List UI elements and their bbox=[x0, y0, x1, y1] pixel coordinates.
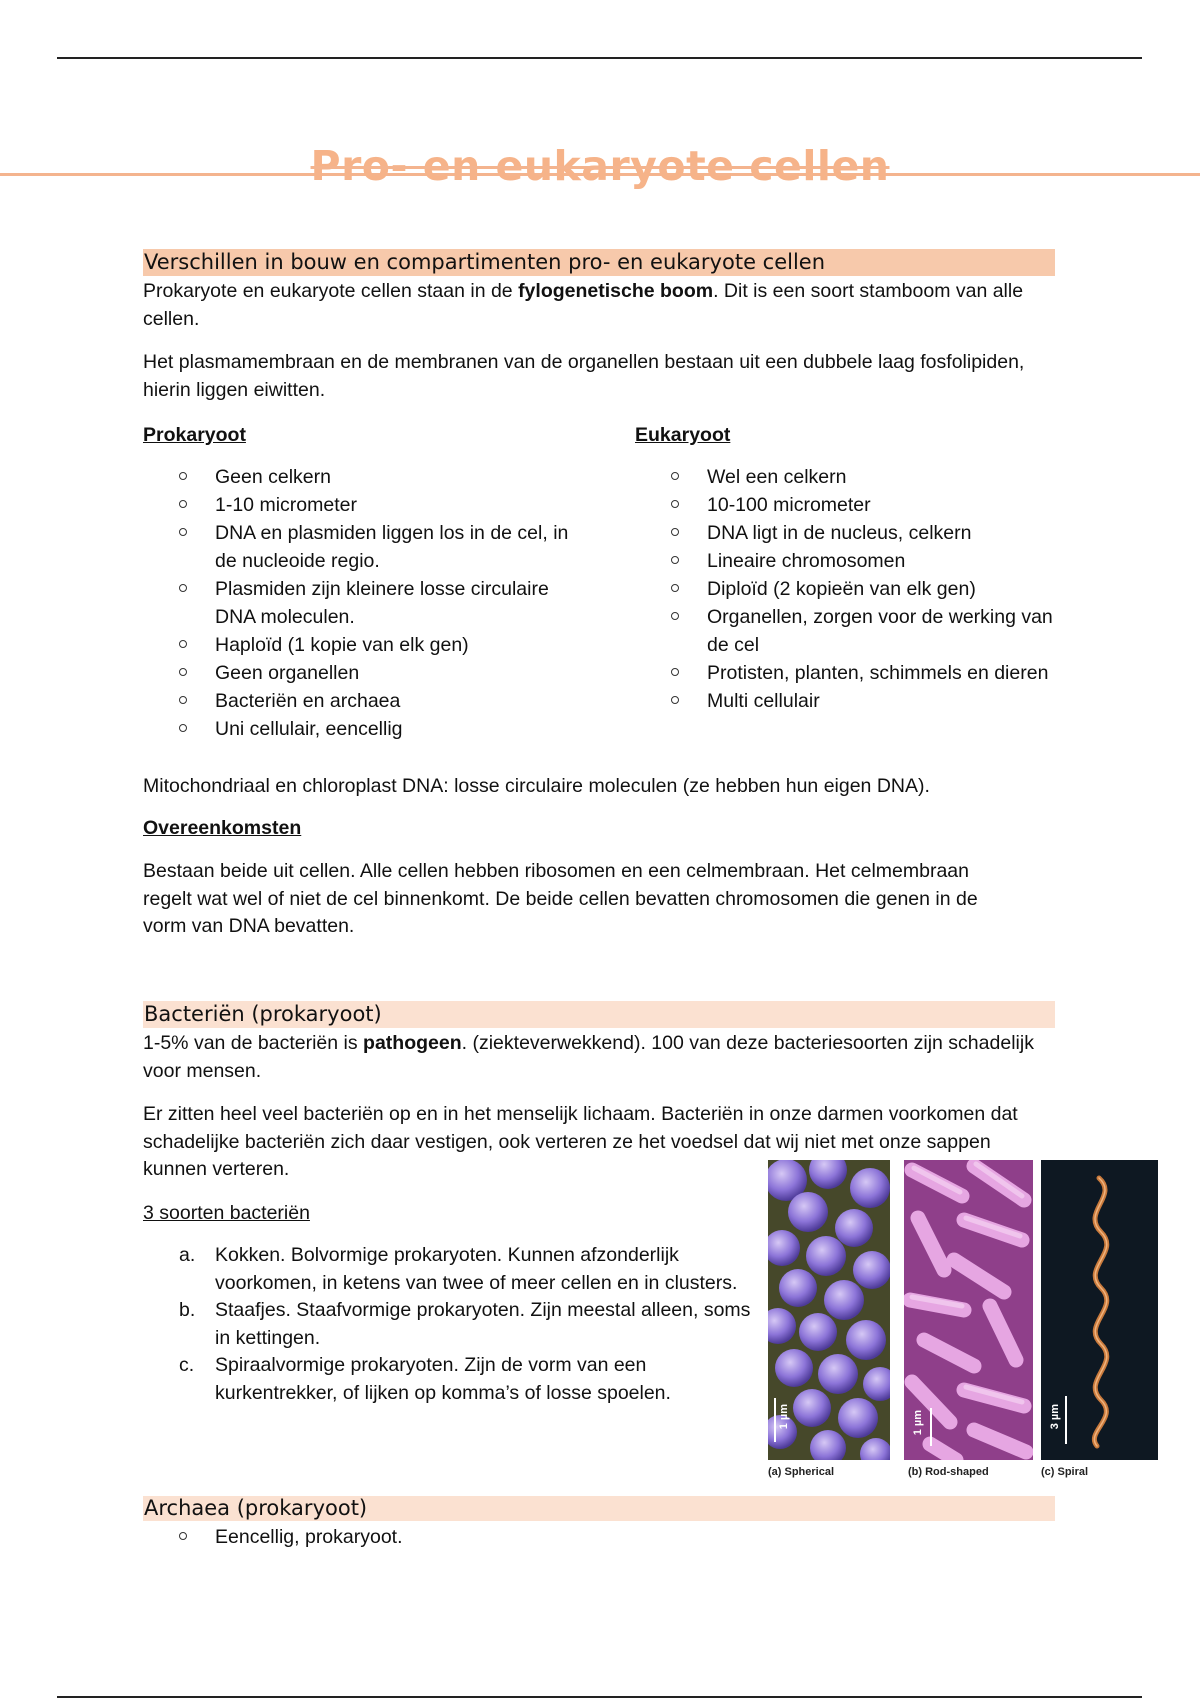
list-item-text: DNA ligt in de nucleus, celkern bbox=[707, 522, 972, 544]
list-item bbox=[143, 1352, 758, 1407]
list-item bbox=[143, 491, 573, 519]
list-item-text: Eencellig, prokaryoot. bbox=[215, 1526, 403, 1548]
scale-label-b: 1 µm bbox=[912, 1410, 924, 1436]
soorten-list bbox=[143, 1242, 758, 1407]
list-item-text: Diploïd (2 kopieën van elk gen) bbox=[707, 578, 976, 600]
list-item bbox=[143, 463, 573, 491]
intro-text-pre: Prokaryote en eukaryote cellen staan in de bbox=[143, 280, 519, 302]
footer-rule bbox=[57, 1696, 1142, 1698]
list-item bbox=[635, 575, 1055, 603]
list-item-text: Lineaire chromosomen bbox=[707, 550, 906, 572]
list-item bbox=[635, 463, 1055, 491]
bullet-circle-icon bbox=[671, 472, 679, 480]
archaea-list bbox=[143, 1523, 743, 1551]
list-letter: c. bbox=[179, 1354, 195, 1376]
caption-spherical: (a) Spherical bbox=[768, 1466, 835, 1478]
list-item bbox=[143, 659, 573, 687]
eukaryoot-list bbox=[635, 463, 1055, 715]
bullet-circle-icon bbox=[671, 528, 679, 536]
overeenkomsten-heading: Overeenkomsten bbox=[143, 817, 302, 839]
list-item bbox=[143, 631, 573, 659]
bullet-circle-icon bbox=[671, 500, 679, 508]
darmen-paragraph: Er zitten heel veel bacteriën op en in het menselijk lichaam. Bacteriën in onze darmen voorkomen dat schadelijke bacteriën zich daar vestigen, ook verteren ze het voedsel dat wij niet met onze sappen kunnen verteren. bbox=[143, 1103, 1018, 1180]
list-item bbox=[635, 491, 1055, 519]
list-item-text: Multi cellulair bbox=[707, 690, 820, 712]
bullet-circle-icon bbox=[671, 584, 679, 592]
pathogeen-text-post: . (ziekteverwekkend). 100 van deze bacteriesoorten zijn schadelijk voor mensen. bbox=[143, 1032, 1034, 1082]
page-title: Pro- en eukaryote cellen bbox=[310, 142, 890, 190]
pathogeen-text-bold: pathogeen bbox=[363, 1032, 462, 1054]
mito-paragraph: Mitochondriaal en chloroplast DNA: losse circulaire moleculen (ze hebben hun eigen DNA). bbox=[143, 775, 930, 797]
list-item bbox=[635, 687, 1055, 715]
list-item-text: 10-100 micrometer bbox=[707, 494, 871, 516]
caption-rod-shaped: (b) Rod-shaped bbox=[908, 1466, 989, 1478]
scale-bar-b bbox=[930, 1408, 932, 1446]
bullet-circle-icon bbox=[179, 640, 187, 648]
scale-bar-a bbox=[774, 1398, 776, 1442]
spherical-bacteria-image bbox=[768, 1160, 890, 1460]
rod-bacteria-image bbox=[904, 1160, 1033, 1460]
bullet-circle-icon bbox=[671, 612, 679, 620]
header-rule bbox=[57, 57, 1142, 59]
list-item-text: Haploïd (1 kopie van elk gen) bbox=[215, 634, 469, 656]
bullet-circle-icon bbox=[671, 696, 679, 704]
list-item-text: Geen organellen bbox=[215, 662, 360, 684]
scale-label-c: 3 µm bbox=[1049, 1404, 1061, 1430]
bullet-circle-icon bbox=[179, 668, 187, 676]
bacteria-shapes-figure bbox=[768, 1160, 1154, 1482]
bullet-circle-icon bbox=[179, 724, 187, 732]
list-item bbox=[143, 715, 573, 743]
list-item-text: Protisten, planten, schimmels en dieren bbox=[707, 662, 1049, 684]
list-item bbox=[635, 547, 1055, 575]
bullet-circle-icon bbox=[179, 1532, 187, 1540]
list-item-text: Wel een celkern bbox=[707, 466, 847, 488]
list-item-text: DNA en plasmiden liggen los in de cel, in de nucleoide regio. bbox=[215, 522, 569, 572]
prokaryoot-list bbox=[143, 463, 573, 743]
list-item bbox=[635, 519, 1055, 547]
bullet-circle-icon bbox=[179, 472, 187, 480]
list-item bbox=[635, 659, 1055, 687]
list-item-text: Uni cellulair, eencellig bbox=[215, 718, 403, 740]
list-item-text: Geen celkern bbox=[215, 466, 331, 488]
pathogeen-paragraph bbox=[143, 1030, 1055, 1085]
section-heading-verschillen: Verschillen in bouw en compartimenten pro- en eukaryote cellen bbox=[143, 249, 1055, 276]
spiral-bacteria-image bbox=[1041, 1160, 1158, 1460]
caption-spiral: (c) Spiral bbox=[1041, 1466, 1089, 1478]
list-item bbox=[143, 1242, 758, 1297]
bullet-circle-icon bbox=[179, 500, 187, 508]
list-item bbox=[143, 1297, 758, 1352]
bullet-circle-icon bbox=[671, 668, 679, 676]
list-item bbox=[143, 519, 573, 575]
list-letter: b. bbox=[179, 1299, 196, 1321]
list-item bbox=[143, 687, 573, 715]
bullet-circle-icon bbox=[179, 584, 187, 592]
intro-paragraph bbox=[143, 278, 1055, 333]
list-item-text: Plasmiden zijn kleinere losse circulaire DNA moleculen. bbox=[215, 578, 549, 628]
bullet-circle-icon bbox=[179, 528, 187, 536]
scale-label-a: 1 µm bbox=[778, 1404, 790, 1430]
overeenkomsten-paragraph: Bestaan beide uit cellen. Alle cellen hebben ribosomen en een celmembraan. Het celmembraan regelt wat wel of niet de cel binnenkomt. De beide cellen bevatten chromosomen die genen in de vorm van DNA bevatten. bbox=[143, 860, 978, 937]
section-heading-archaea: Archaea (prokaryoot) bbox=[143, 1496, 1055, 1521]
intro-text-post: . Dit is een soort stamboom van alle cellen. bbox=[143, 280, 1024, 330]
pathogeen-text-pre: 1-5% van de bacteriën is bbox=[143, 1032, 364, 1054]
list-item-text: Organellen, zorgen voor de werking van de cel bbox=[707, 606, 1053, 656]
list-item-text: Staafjes. Staafvormige prokaryoten. Zijn meestal alleen, soms in kettingen. bbox=[215, 1299, 751, 1349]
list-item bbox=[143, 575, 573, 631]
bullet-circle-icon bbox=[671, 556, 679, 564]
membrane-paragraph: Het plasmamembraan en de membranen van de organellen bestaan uit een dubbele laag fosfolipiden, hierin liggen eiwitten. bbox=[143, 351, 1025, 401]
list-item bbox=[635, 603, 1055, 659]
list-item-text: Spiraalvormige prokaryoten. Zijn de vorm van een kurkentrekker, of lijken op komma’s of losse spoelen. bbox=[215, 1354, 671, 1404]
list-item-text: Kokken. Bolvormige prokaryoten. Kunnen afzonderlijk voorkomen, in ketens van twee of meer cellen en in clusters. bbox=[215, 1244, 738, 1294]
scale-bar-c bbox=[1065, 1396, 1067, 1444]
prokaryoot-heading: Prokaryoot bbox=[143, 424, 246, 446]
list-letter: a. bbox=[179, 1244, 196, 1266]
bullet-circle-icon bbox=[179, 696, 187, 704]
eukaryoot-heading: Eukaryoot bbox=[635, 424, 731, 446]
list-item bbox=[143, 1523, 743, 1551]
list-item-text: Bacteriën en archaea bbox=[215, 690, 401, 712]
list-item-text: 1-10 micrometer bbox=[215, 494, 357, 516]
soorten-heading: 3 soorten bacteriën bbox=[143, 1202, 310, 1224]
intro-text-bold: fylogenetische boom bbox=[518, 280, 714, 302]
section-heading-bacterien: Bacteriën (prokaryoot) bbox=[143, 1001, 1055, 1028]
